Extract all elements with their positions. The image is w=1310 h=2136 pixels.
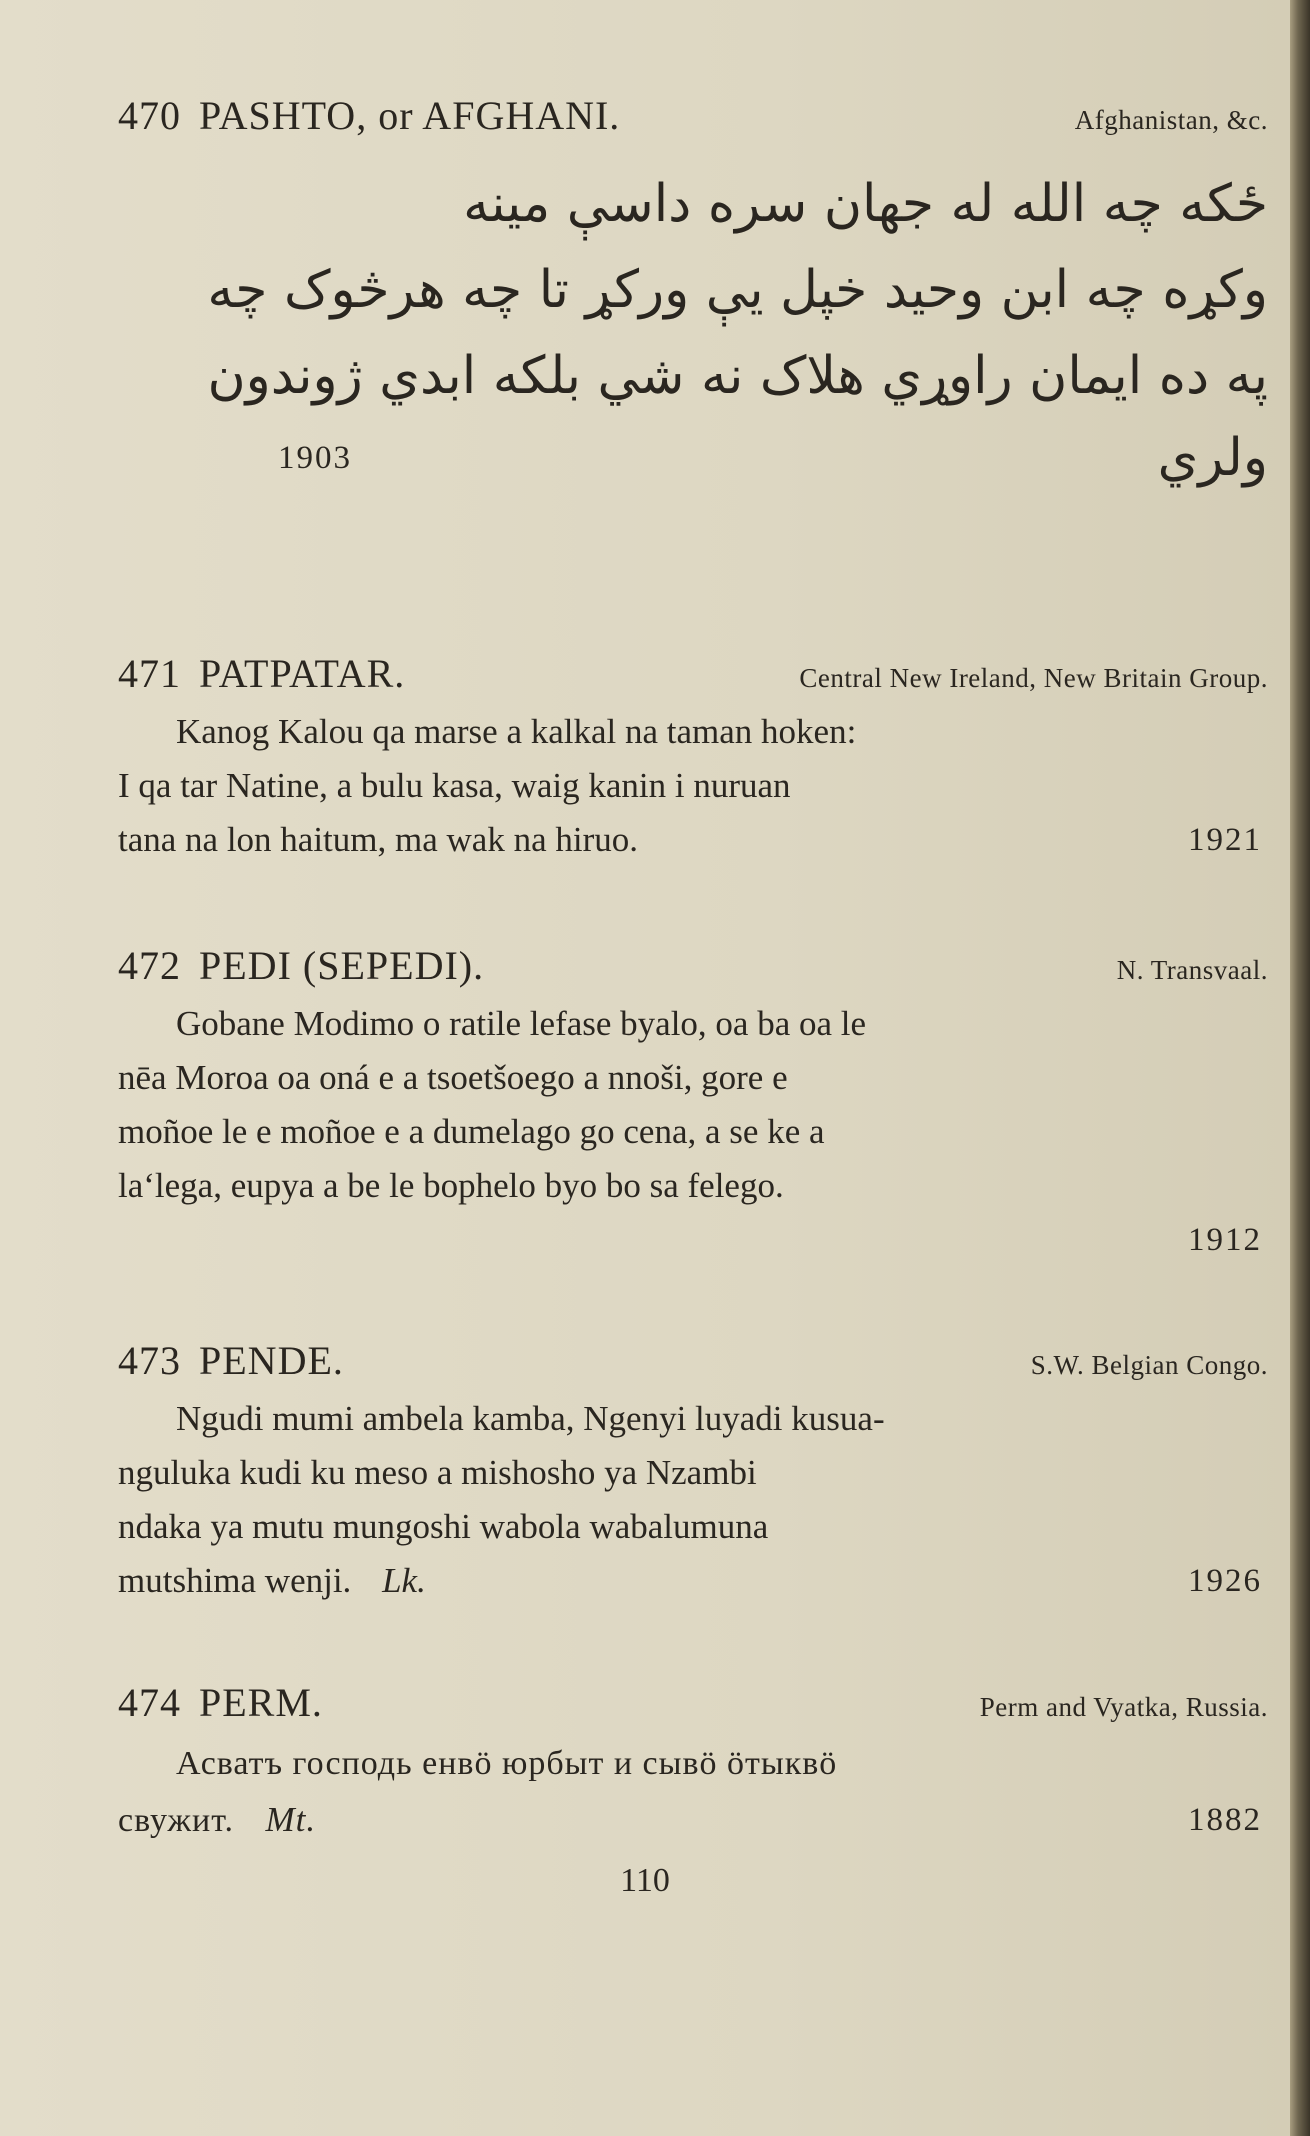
pashto-text [118,161,1268,419]
text-line: Асватъ господь енвӧ юрбыт и сывӧ ӧтыквӧ [176,1745,838,1782]
text-line: свужит. [118,1802,235,1839]
text-line: ndaka ya mutu mungoshi wabola wabalumuna [118,1507,769,1546]
text-line: laʻlega, eupya a be le bophelo byo bo sa felego. [118,1166,784,1205]
text-line: ځکه چه الله له جهان سره داسې مينه [463,174,1268,234]
region-label: Central New Ireland, New Britain Group. [799,663,1268,693]
verse-text [118,705,1268,867]
entry-number: 470 [118,93,181,138]
text-line: mutshima wenji. [118,1561,352,1600]
verse-text [118,997,1268,1267]
region-label: Afghanistan, &c. [1074,105,1268,135]
text-line: nguluka kudi ku meso a mishosho ya Nzambi [118,1453,757,1492]
text-line: nēa Moroa oa oná e a tsoetšoego a nnoši, gore e [118,1058,788,1097]
text-line: Gobane Modimo o ratile lefase byalo, oa ba oa le [176,1004,867,1043]
entry-header [118,1337,1268,1384]
entry-header [118,650,1268,697]
year: 1921 [1188,822,1262,858]
text-line: Kanog Kalou qa marse a kalkal na taman hoken: [176,712,857,751]
text-line: Ngudi mumi ambela kamba, Ngenyi luyadi kusua- [176,1399,885,1438]
text-line: ولري [1157,428,1268,488]
year: 1882 [1188,1802,1262,1838]
entry-header [118,942,1268,989]
language-title: PEDI (SEPEDI). [199,943,485,988]
entry-number: 471 [118,651,181,696]
entry-number: 474 [118,1680,181,1725]
year: 1903 [278,439,352,476]
verse-text [118,1392,1268,1608]
verse-text [118,1736,1268,1849]
page-number: 110 [620,1862,670,1899]
scripture-reference: Lk. [382,1561,426,1600]
language-title: PENDE. [199,1338,344,1383]
entry-header [118,92,1268,139]
year: 1912 [1188,1222,1262,1258]
entry-470 [118,92,1268,501]
text-line: په ده ايمان راوړي هلاک نه شي بلکه ابدي ژوندون [207,346,1268,406]
text-line: وکړه چه ابن وحيد خپل يې ورکړ تا چه هرڅوک چه [207,260,1268,320]
entry-number: 473 [118,1338,181,1383]
year: 1926 [1188,1563,1262,1599]
entry-471 [118,650,1268,867]
scripture-reference: Mt. [265,1800,317,1839]
region-label: Perm and Vyatka, Russia. [979,1692,1268,1722]
text-line: moñoe le e moñoe e a dumelago go cena, a se ke a [118,1112,825,1151]
region-label: N. Transvaal. [1116,955,1268,985]
text-line: tana na lon haitum, ma wak na hiruo. [118,820,638,859]
entry-472 [118,942,1268,1267]
book-spine-edge [1290,0,1310,2136]
language-title: PASHTO, or AFGHANI. [199,93,621,138]
entry-473 [118,1337,1268,1608]
entry-number: 472 [118,943,181,988]
region-label: S.W. Belgian Congo. [1030,1350,1268,1380]
entry-header [118,1679,1268,1726]
text-line: I qa tar Natine, a bulu kasa, waig kanin i nuruan [118,766,791,805]
language-title: PERM. [199,1680,323,1725]
entry-474 [118,1679,1268,1849]
language-title: PATPATAR. [199,651,406,696]
